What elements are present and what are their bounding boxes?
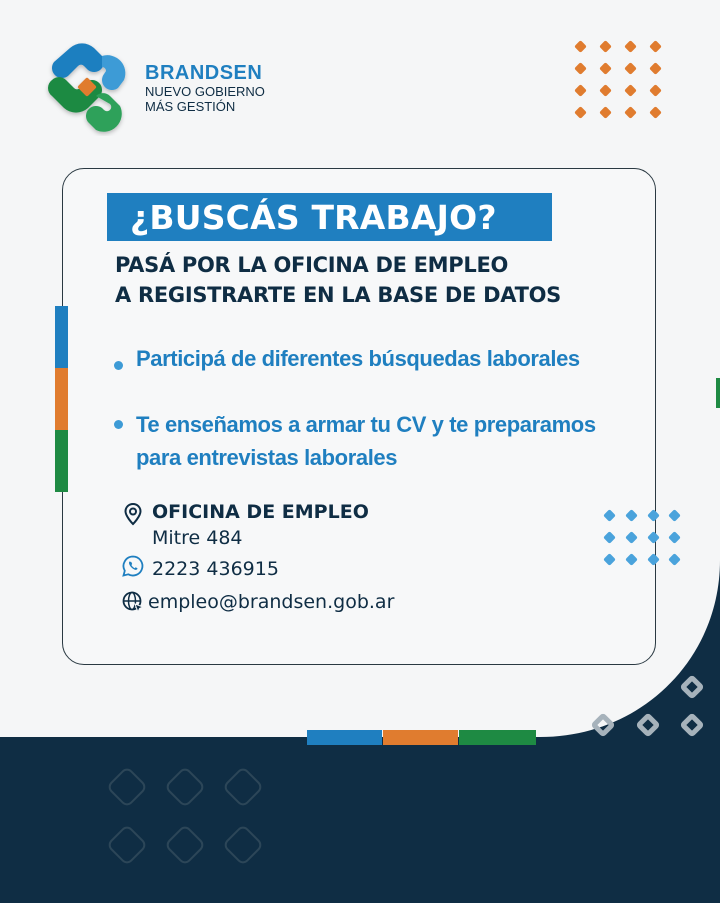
subheading-line-1: PASÁ POR LA OFICINA DE EMPLEO xyxy=(115,253,509,277)
brandsen-logo xyxy=(40,40,136,136)
bullet-dot xyxy=(114,361,123,370)
phone-number[interactable]: 2223 436915 xyxy=(152,558,279,580)
whatsapp-icon xyxy=(121,554,145,578)
brand-name: BRANDSEN xyxy=(145,62,263,84)
web-icon xyxy=(121,590,145,614)
brand-block xyxy=(145,62,265,114)
bullet-dot xyxy=(114,420,123,429)
stripe-orange xyxy=(383,730,458,745)
side-bar-green xyxy=(55,430,68,492)
brand-tagline-1: NUEVO GOBIERNO xyxy=(145,84,265,99)
headline: ¿BUSCÁS TRABAJO? xyxy=(130,198,497,237)
side-bar-blue xyxy=(55,306,68,368)
location-pin-icon xyxy=(121,502,145,526)
bullet-2-line-1: Te enseñamos a armar tu CV y te preparamos xyxy=(136,412,596,437)
bullet-2-line-2: para entrevistas laborales xyxy=(136,445,398,470)
stripe-blue xyxy=(307,730,382,745)
orange-dot-grid xyxy=(574,40,664,120)
email-link[interactable]: empleo@brandsen.gob.ar xyxy=(148,591,395,613)
subheading-line-2: A REGISTRARTE EN LA BASE DE DATOS xyxy=(115,283,561,307)
bullet-1-line-1: Participá de diferentes búsquedas laborales xyxy=(136,346,580,371)
blue-dot-grid xyxy=(603,509,683,569)
stripe-green xyxy=(459,730,536,745)
side-bar-orange xyxy=(55,368,68,430)
office-address: Mitre 484 xyxy=(152,527,243,549)
office-title: OFICINA DE EMPLEO xyxy=(152,501,369,523)
brand-tagline-2: MÁS GESTIÓN xyxy=(145,99,236,114)
